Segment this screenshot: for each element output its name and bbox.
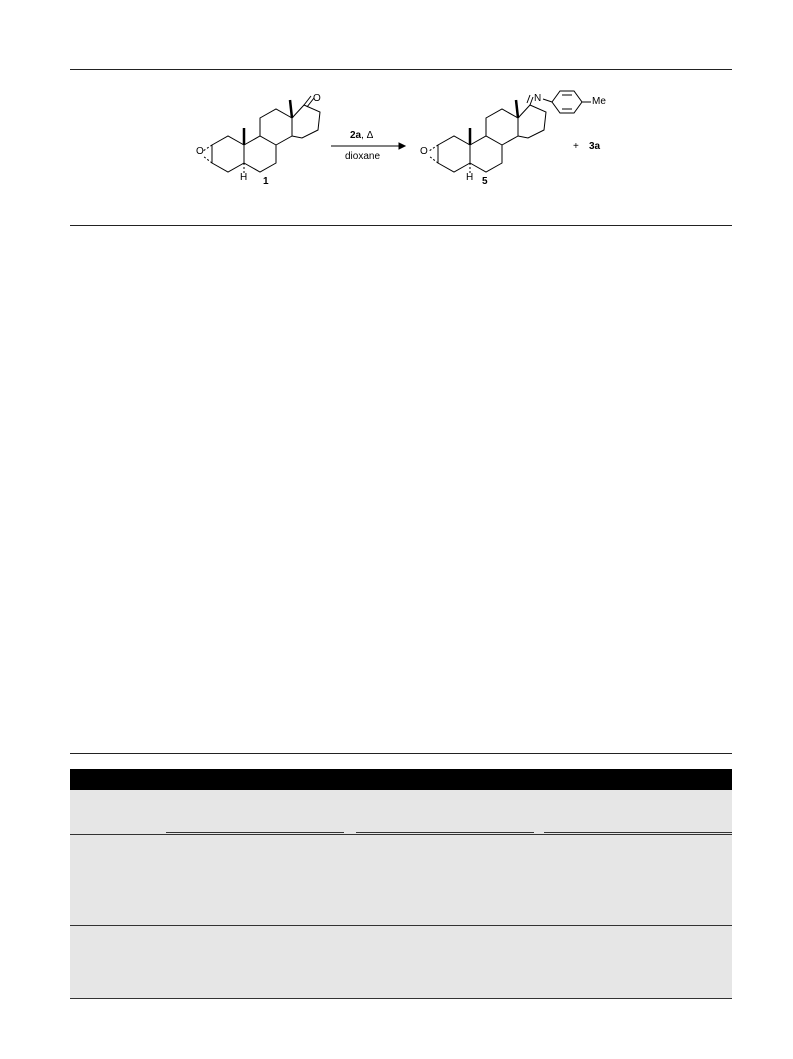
compound-1-label: 1 — [263, 176, 269, 187]
reaction-scheme — [0, 0, 793, 240]
ring-c-1 — [260, 109, 292, 145]
column-group-rule-3 — [544, 832, 732, 833]
data-table — [70, 769, 732, 999]
plus-sign: + — [573, 141, 579, 152]
table-top-rule — [70, 753, 732, 754]
scheme-bottom-rule — [70, 225, 732, 226]
methyl-label: Me — [592, 96, 606, 107]
epoxide-bond-1a — [203, 145, 212, 151]
scheme-drawing — [0, 0, 793, 240]
n-aryl-bond — [543, 99, 552, 102]
tolyl-ring — [552, 91, 582, 113]
epoxide-bond-5b — [429, 156, 438, 163]
epoxide-bond-1b — [203, 156, 212, 163]
table-subheader — [70, 790, 732, 835]
ring-b-5 — [470, 136, 502, 172]
reagent-delta: , Δ — [361, 130, 374, 141]
ketone-o-label: O — [313, 93, 321, 104]
compound-3a-label: 3a — [589, 141, 601, 152]
ring-a-1 — [212, 136, 244, 172]
column-group-rule-2 — [356, 832, 534, 833]
epoxide-o-label-5: O — [420, 146, 428, 157]
ring-c-5 — [486, 109, 518, 145]
table-row — [70, 926, 732, 999]
table-header-bar — [70, 769, 732, 790]
ring-a-5 — [438, 136, 470, 172]
ring-b-1 — [244, 136, 276, 172]
h-label-1: H — [240, 172, 248, 183]
column-group-rule-1 — [166, 832, 344, 833]
imine-n-label: N — [534, 93, 542, 104]
imine-bond-a — [530, 97, 533, 105]
ring-d-1 — [292, 105, 320, 138]
methyl-18-5 — [516, 100, 518, 118]
imine-bond-b — [527, 95, 530, 103]
epoxide-bond-5a — [429, 145, 438, 151]
reagent-2a: 2a — [350, 130, 362, 141]
reagent-label — [350, 130, 373, 141]
h-label-5: H — [466, 172, 474, 183]
solvent-label: dioxane — [345, 151, 381, 162]
table-row — [70, 835, 732, 926]
compound-5-label: 5 — [482, 176, 488, 187]
methyl-18-1 — [290, 100, 292, 118]
ring-d-5 — [518, 105, 546, 138]
reaction-arrowhead — [399, 143, 405, 149]
epoxide-o-label-1: O — [196, 146, 204, 157]
